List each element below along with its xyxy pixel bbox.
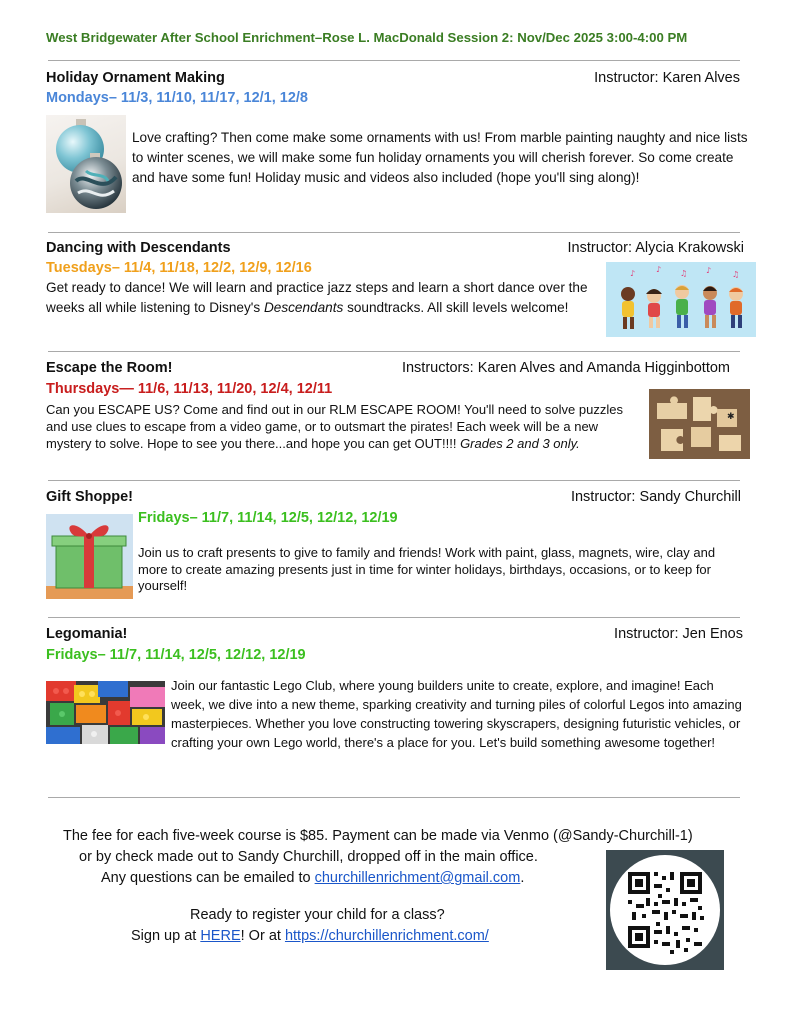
qr-code-art bbox=[606, 850, 724, 970]
divider bbox=[48, 797, 740, 798]
lego-bricks-photo bbox=[46, 681, 165, 744]
course-title-dancing: Dancing with Descendants bbox=[46, 240, 231, 256]
divider bbox=[48, 60, 740, 61]
gift-box-drawing bbox=[46, 514, 133, 599]
description-text: Can you ESCAPE US? Come and find out in our RLM ESCAPE ROOM! You'll need to solve puzzles and use clues to escape from a video game, or to outsmart the pirates! Each week will be a new mystery to solve. Hope to see you there...and hope you can get OUT!!!! bbox=[46, 402, 623, 451]
course-instructor-lego: Instructor: Jen Enos bbox=[614, 626, 743, 642]
dancing-kids-illustration bbox=[606, 262, 756, 337]
course-description-ornament: Love crafting? Then come make some ornaments with us! From marble painting naughty and nice lists to winter scenes, we will make some fun holiday ornaments you will cherish forever. So come create and have some fun! Holiday music and videos also included (hope you'll sing along)! bbox=[132, 130, 748, 185]
payment-info: or by check made out to Sandy Churchill, dropped off in the main office. bbox=[79, 849, 538, 865]
contact-text: Any questions can be emailed to bbox=[101, 870, 315, 886]
description-text: Get ready to dance! We will learn and practice jazz steps and learn a short dance over the weeks all while listening to Disney's bbox=[46, 280, 588, 315]
divider bbox=[48, 617, 740, 618]
svg-text:♪: ♪ bbox=[706, 266, 712, 275]
course-description-dancing bbox=[46, 278, 596, 318]
course-instructor-escape: Instructors: Karen Alves and Amanda Higginbottom bbox=[401, 360, 730, 376]
page-header: West Bridgewater After School Enrichment–Rose L. MacDonald Session 2: Nov/Dec 2025 3:00-4:00 PM bbox=[46, 30, 688, 45]
register-prompt: Ready to register your child for a class? bbox=[190, 907, 445, 923]
here-link[interactable]: HERE bbox=[200, 928, 241, 944]
course-title-escape: Escape the Room! bbox=[46, 360, 173, 376]
course-instructor-dancing: Instructor: Alycia Krakowski bbox=[567, 240, 744, 256]
svg-text:♪: ♪ bbox=[656, 265, 662, 274]
course-title-gift: Gift Shoppe! bbox=[46, 489, 133, 505]
description-text: soundtracks. All skill levels welcome! bbox=[343, 300, 569, 315]
ornament-photo-art bbox=[46, 115, 126, 213]
course-description-escape bbox=[46, 401, 646, 452]
course-dates-escape: Thursdays— 11/6, 11/13, 11/20, 12/4, 12/11 bbox=[46, 381, 333, 397]
fee-info: The fee for each five-week course is $85. Payment can be made via Venmo (@Sandy-Churchill-1) bbox=[63, 828, 693, 844]
course-description-gift: Join us to craft presents to give to family and friends! Work with paint, glass, magnets, wire, clay and more to create amazing presents just in time for winter holidays, birthdays, occasions, or to keep for yourself! bbox=[138, 545, 716, 593]
lego-bricks-art bbox=[46, 681, 165, 744]
descendants-italic: Descendants bbox=[263, 300, 344, 315]
course-description-lego: Join our fantastic Lego Club, where young builders unite to create, explore, and imagine! Each week, we dive into a new theme, sparking creativity and turning piles of colorful Legos into amazing masterpieces. Whether you love constructing towering skyscrapers, designing futuristic vehicles, or crafting your own Lego world, there's a place for you. Let's build something awesome together! bbox=[171, 678, 742, 750]
course-dates-lego: Fridays– 11/7, 11/14, 12/5, 12/12, 12/19 bbox=[46, 647, 306, 663]
course-dates-dancing: Tuesdays– 11/4, 11/18, 12/2, 12/9, 12/16 bbox=[46, 260, 312, 276]
signup-text-mid: ! Or at bbox=[240, 928, 285, 944]
course-instructor-gift: Instructor: Sandy Churchill bbox=[570, 489, 741, 505]
dancing-kids-art bbox=[606, 262, 756, 337]
puzzle-pieces-photo bbox=[649, 389, 750, 459]
svg-text:♪: ♪ bbox=[630, 269, 636, 278]
divider bbox=[48, 351, 740, 352]
course-title-lego: Legomania! bbox=[46, 626, 128, 642]
course-instructor-ornament: Instructor: Karen Alves bbox=[594, 70, 740, 86]
signup-info bbox=[131, 925, 489, 947]
qr-code[interactable] bbox=[606, 850, 724, 970]
course-dates-ornament: Mondays– 11/3, 11/10, 11/17, 12/1, 12/8 bbox=[46, 90, 308, 106]
contact-text-end: . bbox=[520, 870, 525, 886]
contact-info bbox=[101, 867, 524, 889]
course-title-ornament: Holiday Ornament Making bbox=[46, 70, 225, 86]
signup-text: Sign up at bbox=[131, 928, 201, 944]
email-link[interactable]: churchillenrichment@gmail.com bbox=[314, 870, 521, 886]
divider bbox=[48, 480, 740, 481]
gift-box-art bbox=[46, 514, 133, 599]
ornament-photo bbox=[46, 115, 126, 213]
website-link[interactable]: https://churchillenrichment.com/ bbox=[284, 928, 489, 944]
course-dates-gift: Fridays– 11/7, 11/14, 12/5, 12/12, 12/19 bbox=[138, 510, 398, 526]
svg-text:✱: ✱ bbox=[727, 412, 735, 422]
divider bbox=[48, 232, 740, 233]
puzzle-pieces-art bbox=[649, 389, 750, 459]
svg-text:♫: ♫ bbox=[732, 270, 740, 279]
grades-note: Grades 2 and 3 only. bbox=[460, 436, 580, 451]
svg-text:♫: ♫ bbox=[680, 269, 688, 278]
